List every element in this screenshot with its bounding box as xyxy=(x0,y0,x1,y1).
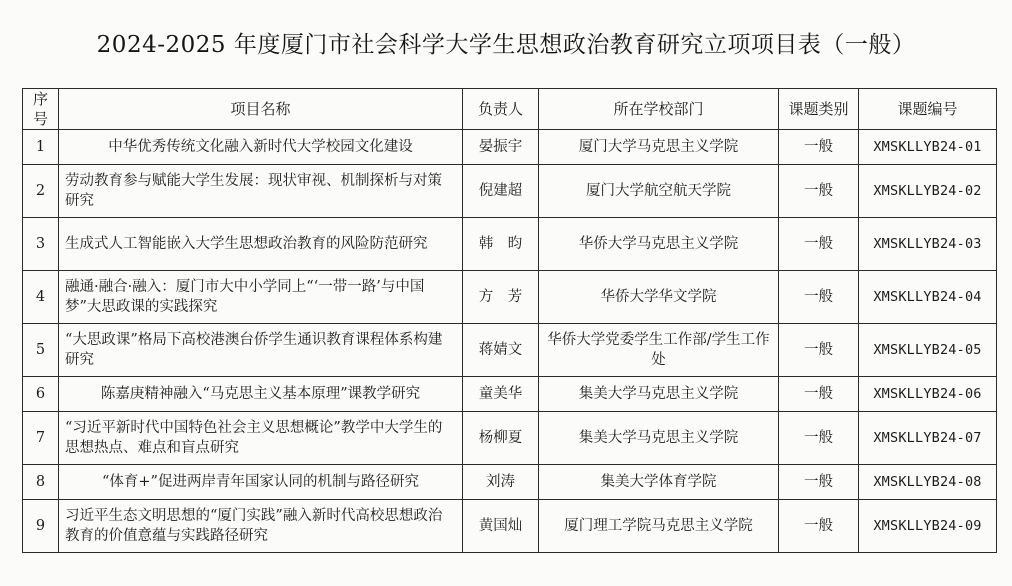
row-code: XMSKLLYB24-04 xyxy=(859,271,997,324)
row-project-name: 劳动教育参与赋能大学生发展：现状审视、机制探析与对策研究 xyxy=(59,165,463,218)
row-dept: 华侨大学党委学生工作部/学生工作处 xyxy=(539,324,779,377)
row-leader: 蒋婧文 xyxy=(463,324,539,377)
row-leader: 刘涛 xyxy=(463,465,539,500)
table-row xyxy=(23,218,997,271)
row-project-name: 生成式人工智能嵌入大学生思想政治教育的风险防范研究 xyxy=(59,218,463,271)
row-project-name: “大思政课”格局下高校港澳台侨学生通识教育课程体系构建研究 xyxy=(59,324,463,377)
document-title: 2024-2025 年度厦门市社会科学大学生思想政治教育研究立项项目表（一般） xyxy=(96,32,916,58)
row-leader: 黄国灿 xyxy=(463,500,539,553)
row-category: 一般 xyxy=(779,412,859,465)
project-table xyxy=(22,88,997,553)
row-category: 一般 xyxy=(779,465,859,500)
row-dept: 集美大学体育学院 xyxy=(539,465,779,500)
table-row xyxy=(23,130,997,165)
table-row xyxy=(23,324,997,377)
row-category: 一般 xyxy=(779,500,859,553)
row-code: XMSKLLYB24-05 xyxy=(859,324,997,377)
table-row xyxy=(23,465,997,500)
row-project-name: 习近平生态文明思想的“厦门实践”融入新时代高校思想政治教育的价值意蕴与实践路径研究 xyxy=(59,500,463,553)
row-dept: 集美大学马克思主义学院 xyxy=(539,377,779,412)
row-no: 7 xyxy=(23,412,59,465)
row-no: 5 xyxy=(23,324,59,377)
table-row xyxy=(23,500,997,553)
table-row xyxy=(23,377,997,412)
row-dept: 华侨大学马克思主义学院 xyxy=(539,218,779,271)
row-dept: 厦门大学航空航天学院 xyxy=(539,165,779,218)
row-category: 一般 xyxy=(779,271,859,324)
row-dept: 华侨大学华文学院 xyxy=(539,271,779,324)
row-code: XMSKLLYB24-03 xyxy=(859,218,997,271)
row-no: 8 xyxy=(23,465,59,500)
row-project-name: 融通·融合·融入：厦门市大中小学同上“‘一带一路’与中国梦”大思政课的实践探究 xyxy=(59,271,463,324)
row-leader: 晏振宇 xyxy=(463,130,539,165)
row-project-name: “体育+”促进两岸青年国家认同的机制与路径研究 xyxy=(59,465,463,500)
header-leader: 负责人 xyxy=(463,89,539,130)
table-row xyxy=(23,165,997,218)
row-dept: 集美大学马克思主义学院 xyxy=(539,412,779,465)
row-no: 9 xyxy=(23,500,59,553)
row-no: 4 xyxy=(23,271,59,324)
row-code: XMSKLLYB24-07 xyxy=(859,412,997,465)
row-leader: 韩 昀 xyxy=(463,218,539,271)
row-category: 一般 xyxy=(779,377,859,412)
row-category: 一般 xyxy=(779,218,859,271)
row-code: XMSKLLYB24-02 xyxy=(859,165,997,218)
row-project-name: 陈嘉庚精神融入“马克思主义基本原理”课教学研究 xyxy=(59,377,463,412)
row-no: 1 xyxy=(23,130,59,165)
row-code: XMSKLLYB24-06 xyxy=(859,377,997,412)
header-dept: 所在学校部门 xyxy=(539,89,779,130)
row-leader: 倪建超 xyxy=(463,165,539,218)
row-project-name: “习近平新时代中国特色社会主义思想概论”教学中大学生的思想热点、难点和盲点研究 xyxy=(59,412,463,465)
row-code: XMSKLLYB24-09 xyxy=(859,500,997,553)
row-leader: 方 芳 xyxy=(463,271,539,324)
row-code: XMSKLLYB24-01 xyxy=(859,130,997,165)
row-no: 6 xyxy=(23,377,59,412)
row-code: XMSKLLYB24-08 xyxy=(859,465,997,500)
header-no: 序号 xyxy=(23,89,59,130)
row-no: 3 xyxy=(23,218,59,271)
row-leader: 童美华 xyxy=(463,377,539,412)
table-row xyxy=(23,412,997,465)
header-code: 课题编号 xyxy=(859,89,997,130)
row-no: 2 xyxy=(23,165,59,218)
row-category: 一般 xyxy=(779,324,859,377)
row-dept: 厦门大学马克思主义学院 xyxy=(539,130,779,165)
row-category: 一般 xyxy=(779,130,859,165)
row-dept: 厦门理工学院马克思主义学院 xyxy=(539,500,779,553)
header-name: 项目名称 xyxy=(59,89,463,130)
row-project-name: 中华优秀传统文化融入新时代大学校园文化建设 xyxy=(59,130,463,165)
table-row xyxy=(23,271,997,324)
row-leader: 杨柳夏 xyxy=(463,412,539,465)
header-row xyxy=(23,89,997,130)
header-category: 课题类别 xyxy=(779,89,859,130)
row-category: 一般 xyxy=(779,165,859,218)
